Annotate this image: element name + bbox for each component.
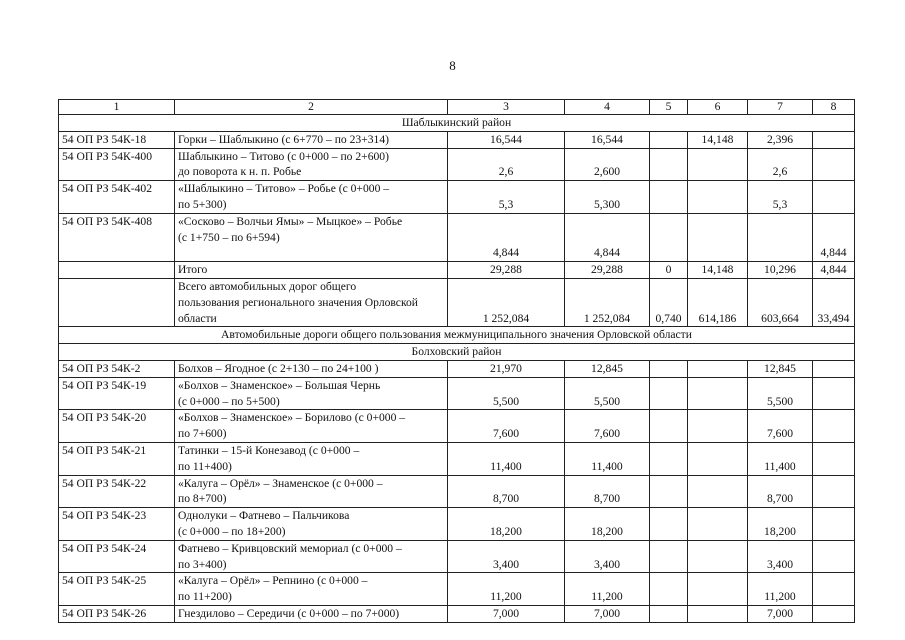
value-cell-c4: 7,600 xyxy=(565,410,650,443)
column-header: 6 xyxy=(688,100,748,115)
value-cell-c6 xyxy=(688,540,748,573)
value-cell-c8 xyxy=(813,475,855,508)
value-cell-c5 xyxy=(650,213,688,261)
value-cell-c3: 29,288 xyxy=(448,262,565,279)
value-cell-c3: 2,6 xyxy=(448,148,565,181)
value-cell-c3: 4,844 xyxy=(448,213,565,261)
value-cell-c6 xyxy=(688,410,748,443)
road-name-line: (с 0+000 – по 5+500) xyxy=(178,394,280,408)
value-cell-c7: 12,845 xyxy=(748,360,813,377)
road-name-line: Горки – Шаблыкино (с 6+770 – по 23+314) xyxy=(178,132,389,146)
value-cell-c6 xyxy=(688,508,748,541)
table-header-row xyxy=(59,100,855,115)
road-name-cell xyxy=(175,508,448,541)
road-name-cell xyxy=(175,131,448,148)
value-cell-c4: 3,400 xyxy=(565,540,650,573)
value-cell-c6 xyxy=(688,181,748,214)
total-row xyxy=(59,278,855,326)
value-cell-c8 xyxy=(813,360,855,377)
value-cell-c5 xyxy=(650,573,688,606)
road-name-line: «Болхов – Знаменское» – Борилово (с 0+000 – xyxy=(178,411,406,425)
value-cell-c7 xyxy=(748,213,813,261)
value-cell-c6: 614,186 xyxy=(688,278,748,326)
road-code-cell: 54 ОП РЗ 54К-26 xyxy=(59,605,175,622)
road-code-cell: 54 ОП РЗ 54К-20 xyxy=(59,410,175,443)
road-name-cell xyxy=(175,410,448,443)
value-cell-c4: 16,544 xyxy=(565,131,650,148)
value-cell-c7: 7,000 xyxy=(748,605,813,622)
table-body xyxy=(59,100,855,623)
section-title: Автомобильные дороги общего пользования межмуниципального значения Орловской области xyxy=(59,327,855,344)
value-cell-c7: 11,400 xyxy=(748,442,813,475)
value-cell-c8 xyxy=(813,148,855,181)
value-cell-c8 xyxy=(813,131,855,148)
value-cell-c8 xyxy=(813,377,855,410)
value-cell-c4: 2,600 xyxy=(565,148,650,181)
value-cell-c5 xyxy=(650,148,688,181)
table-row xyxy=(59,573,855,606)
value-cell-c4: 11,400 xyxy=(565,442,650,475)
table-row xyxy=(59,475,855,508)
value-cell-c3: 3,400 xyxy=(448,540,565,573)
road-code-cell: 54 ОП РЗ 54К-25 xyxy=(59,573,175,606)
road-code-cell: 54 ОП РЗ 54К-400 xyxy=(59,148,175,181)
column-header: 7 xyxy=(748,100,813,115)
value-cell-c3: 7,000 xyxy=(448,605,565,622)
road-code-cell: 54 ОП РЗ 54К-18 xyxy=(59,131,175,148)
road-name-cell xyxy=(175,540,448,573)
section-row xyxy=(59,115,855,132)
table-row xyxy=(59,213,855,261)
table-row xyxy=(59,508,855,541)
table-row xyxy=(59,262,855,279)
value-cell-c8 xyxy=(813,181,855,214)
value-cell-c6: 14,148 xyxy=(688,131,748,148)
road-name-line: «Шаблыкино – Титово» – Робье (с 0+000 – xyxy=(178,182,390,196)
road-name-line: до поворота к н. п. Робье xyxy=(178,165,302,179)
table-row xyxy=(59,410,855,443)
value-cell-c4: 5,500 xyxy=(565,377,650,410)
road-name-cell xyxy=(175,262,448,279)
section-row xyxy=(59,344,855,361)
road-name-cell xyxy=(175,181,448,214)
road-code-cell: 54 ОП РЗ 54К-408 xyxy=(59,213,175,261)
value-cell-c6 xyxy=(688,148,748,181)
value-cell-c5 xyxy=(650,475,688,508)
value-cell-c8 xyxy=(813,573,855,606)
road-name-cell xyxy=(175,278,448,326)
road-name-line: Всего автомобильных дорог общего xyxy=(178,279,357,293)
road-name-cell xyxy=(175,360,448,377)
value-cell-c5: 0 xyxy=(650,262,688,279)
road-name-line xyxy=(178,245,444,261)
value-cell-c8: 4,844 xyxy=(813,262,855,279)
value-cell-c6 xyxy=(688,605,748,622)
value-cell-c4: 1 252,084 xyxy=(565,278,650,326)
value-cell-c5: 0,740 xyxy=(650,278,688,326)
section-title: Шаблыкинский район xyxy=(59,115,855,132)
value-cell-c3: 5,3 xyxy=(448,181,565,214)
road-name-line: по 3+400) xyxy=(178,557,227,571)
road-name-line: области xyxy=(178,311,217,325)
road-code-cell: 54 ОП РЗ 54К-19 xyxy=(59,377,175,410)
value-cell-c7: 5,500 xyxy=(748,377,813,410)
road-code-cell: 54 ОП РЗ 54К-22 xyxy=(59,475,175,508)
table-row xyxy=(59,605,855,622)
table-row xyxy=(59,131,855,148)
value-cell-c3: 11,400 xyxy=(448,442,565,475)
value-cell-c4: 18,200 xyxy=(565,508,650,541)
value-cell-c6: 14,148 xyxy=(688,262,748,279)
value-cell-c4: 29,288 xyxy=(565,262,650,279)
road-name-line: Однолуки – Фатнево – Пальчикова xyxy=(178,509,350,523)
road-name-line: по 5+300) xyxy=(178,197,227,211)
value-cell-c5 xyxy=(650,181,688,214)
road-code-cell: 54 ОП РЗ 54К-21 xyxy=(59,442,175,475)
road-name-line: Болхов – Ягодное (с 2+130 – по 24+100 ) xyxy=(178,361,379,375)
road-code-cell xyxy=(59,262,175,279)
value-cell-c8 xyxy=(813,540,855,573)
value-cell-c7: 603,664 xyxy=(748,278,813,326)
value-cell-c7: 2,396 xyxy=(748,131,813,148)
road-code-cell: 54 ОП РЗ 54К-24 xyxy=(59,540,175,573)
road-name-line: Итого xyxy=(178,263,208,277)
value-cell-c3: 21,970 xyxy=(448,360,565,377)
table-row xyxy=(59,360,855,377)
road-name-line: «Калуга – Орёл» – Знаменское (с 0+000 – xyxy=(178,476,383,490)
road-name-cell xyxy=(175,377,448,410)
road-name-line: пользования регионального значения Орловской xyxy=(178,295,419,309)
column-header: 5 xyxy=(650,100,688,115)
value-cell-c3: 7,600 xyxy=(448,410,565,443)
value-cell-c3: 18,200 xyxy=(448,508,565,541)
section-title: Болховский район xyxy=(59,344,855,361)
column-header: 2 xyxy=(175,100,448,115)
road-name-line: по 7+600) xyxy=(178,427,227,441)
value-cell-c6 xyxy=(688,573,748,606)
road-code-cell: 54 ОП РЗ 54К-2 xyxy=(59,360,175,377)
value-cell-c7: 5,3 xyxy=(748,181,813,214)
value-cell-c6 xyxy=(688,213,748,261)
road-code-cell: 54 ОП РЗ 54К-23 xyxy=(59,508,175,541)
road-name-line: «Калуга – Орёл» – Репнино (с 0+000 – xyxy=(178,574,368,588)
value-cell-c3: 5,500 xyxy=(448,377,565,410)
road-name-line: Татинки – 15-й Конезавод (с 0+000 – xyxy=(178,443,360,457)
road-name-line: «Болхов – Знаменское» – Большая Чернь xyxy=(178,378,381,392)
value-cell-c7: 10,296 xyxy=(748,262,813,279)
value-cell-c4: 7,000 xyxy=(565,605,650,622)
table-row xyxy=(59,181,855,214)
road-code-cell xyxy=(59,278,175,326)
table-row xyxy=(59,148,855,181)
column-header: 3 xyxy=(448,100,565,115)
value-cell-c7: 8,700 xyxy=(748,475,813,508)
road-name-line: (с 0+000 – по 18+200) xyxy=(178,524,286,538)
column-header: 8 xyxy=(813,100,855,115)
value-cell-c4: 8,700 xyxy=(565,475,650,508)
road-name-line: Гнездилово – Середичи (с 0+000 – по 7+000) xyxy=(178,606,400,620)
roads-table xyxy=(58,99,855,623)
table-row xyxy=(59,540,855,573)
value-cell-c5 xyxy=(650,377,688,410)
value-cell-c7: 7,600 xyxy=(748,410,813,443)
value-cell-c4: 5,300 xyxy=(565,181,650,214)
value-cell-c3: 1 252,084 xyxy=(448,278,565,326)
road-name-line: по 11+400) xyxy=(178,459,232,473)
value-cell-c4: 4,844 xyxy=(565,213,650,261)
road-name-line: по 11+200) xyxy=(178,590,232,604)
page-number: 8 xyxy=(449,58,456,73)
value-cell-c3: 11,200 xyxy=(448,573,565,606)
value-cell-c6 xyxy=(688,442,748,475)
road-name-line: (с 1+750 – по 6+594) xyxy=(178,230,280,244)
value-cell-c5 xyxy=(650,360,688,377)
column-header: 1 xyxy=(59,100,175,115)
value-cell-c5 xyxy=(650,605,688,622)
road-name-cell xyxy=(175,573,448,606)
table-row xyxy=(59,377,855,410)
value-cell-c5 xyxy=(650,508,688,541)
road-name-line: «Сосково – Волчьи Ямы» – Мыцкое» – Робье xyxy=(178,214,403,228)
road-name-cell xyxy=(175,442,448,475)
value-cell-c4: 11,200 xyxy=(565,573,650,606)
value-cell-c8: 4,844 xyxy=(813,213,855,261)
value-cell-c7: 2,6 xyxy=(748,148,813,181)
value-cell-c4: 12,845 xyxy=(565,360,650,377)
section-row xyxy=(59,327,855,344)
value-cell-c5 xyxy=(650,131,688,148)
value-cell-c7: 18,200 xyxy=(748,508,813,541)
value-cell-c5 xyxy=(650,410,688,443)
value-cell-c8: 33,494 xyxy=(813,278,855,326)
value-cell-c3: 16,544 xyxy=(448,131,565,148)
value-cell-c8 xyxy=(813,442,855,475)
road-name-cell xyxy=(175,148,448,181)
value-cell-c8 xyxy=(813,410,855,443)
value-cell-c6 xyxy=(688,360,748,377)
road-name-cell xyxy=(175,605,448,622)
value-cell-c3: 8,700 xyxy=(448,475,565,508)
value-cell-c7: 11,200 xyxy=(748,573,813,606)
road-code-cell: 54 ОП РЗ 54К-402 xyxy=(59,181,175,214)
value-cell-c5 xyxy=(650,540,688,573)
road-name-cell xyxy=(175,475,448,508)
column-header: 4 xyxy=(565,100,650,115)
value-cell-c7: 3,400 xyxy=(748,540,813,573)
road-name-line: Шаблыкино – Титово (с 0+000 – по 2+600) xyxy=(178,149,389,163)
road-name-cell xyxy=(175,213,448,261)
road-name-line: Фатнево – Кривцовский мемориал (с 0+000 – xyxy=(178,541,402,555)
value-cell-c8 xyxy=(813,508,855,541)
table-row xyxy=(59,442,855,475)
road-name-line: по 8+700) xyxy=(178,492,227,506)
value-cell-c6 xyxy=(688,377,748,410)
value-cell-c8 xyxy=(813,605,855,622)
value-cell-c5 xyxy=(650,442,688,475)
value-cell-c6 xyxy=(688,475,748,508)
